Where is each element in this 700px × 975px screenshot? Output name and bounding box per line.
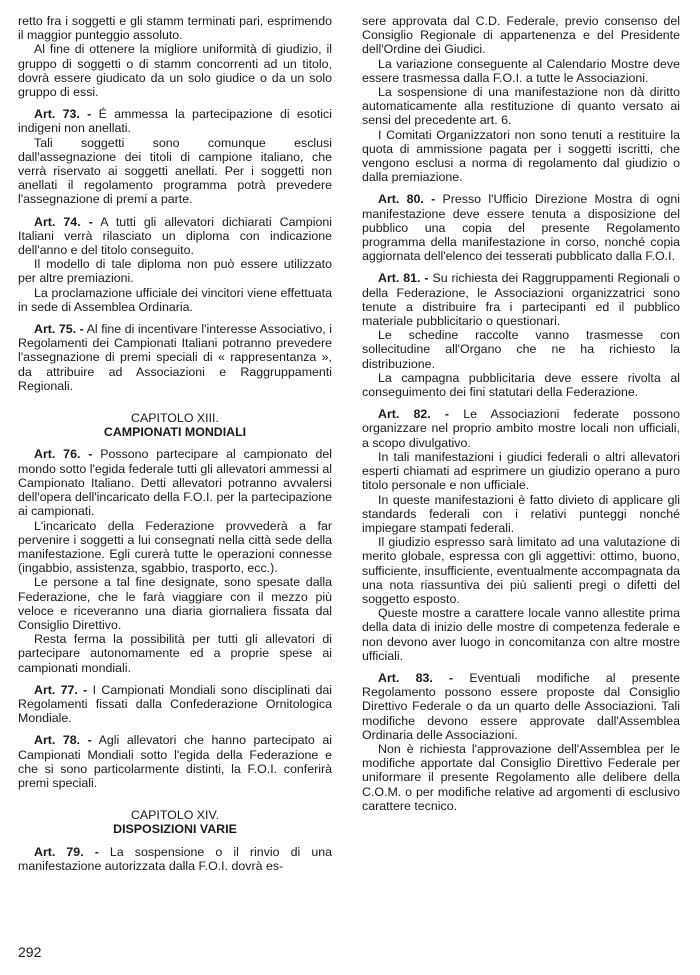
page-number: 292 [18,944,42,960]
article-label: Art. 76. - [34,447,93,462]
chapter-number: CAPITOLO XIV. [130,808,220,823]
chapter-title: DISPOSIZIONI VARIE [113,822,237,837]
article-label: Art. 78. - [34,733,92,748]
body-paragraph: Le persone a tal fine designate, sono spesate dalla Federazione, che le farà viaggiare con il mezzo più veloce e riceveranno una diaria giornaliera fissata dal Consiglio Direttivo. [18,575,332,632]
body-paragraph: Al fine di ottenere la migliore uniformità di giudizio, il gruppo di soggetti o di stamm concorrenti ad un titolo, dovrà essere giudicato da un solo giudice o da un solo gruppo di essi. [18,42,332,100]
article-paragraph [18,447,332,518]
article-text: Agli allevatori che hanno partecipato ai Campionati Mondiali sotto l'egida della Federazione e che si sono particolarmente distinti, la F.O.I. conferirà premi speciali. [18,733,332,790]
chapter-number: CAPITOLO XIII. [131,411,219,426]
article-text: Eventuali modifiche al presente Regolamento possono essere proposte dal Consiglio Direttivo Federale o da un quarto delle Associazioni. Tali modifiche devono essere approvate dall'Assemblea Ordinaria delle Associazioni. [362,670,680,742]
article-label: Art. 73. - [34,107,92,122]
article-paragraph [362,407,680,450]
body-paragraph: In tali manifestazioni i giudici federali o altri allevatori esperti chiamati ad esprimere un giudizio operano a puro titolo personale e non ufficiale. [362,449,680,493]
article-text: Presso l'Ufficio Direzione Mostra di ogni manifestazione deve essere tenuta a disposizione del pubblico una copia del presente Regolamento programma della manifestazione in corso, nonché copia aggiornata dell'elenco dei tesserati pubblicato dalla F.O.I. [362,192,680,264]
article-label: Art. 81. - [378,271,429,286]
article-paragraph [362,671,680,742]
article-text: É ammessa la partecipazione di esotici indigeni non anellati. [18,107,332,136]
article-paragraph [18,322,332,393]
article-text: La sospensione o il rinvio di una manifestazione autorizzata dalla F.O.I. dovrà es- [18,844,332,873]
article-paragraph [18,845,332,873]
body-paragraph: Non è richiesta l'approvazione dell'Assemblea per le modifiche apportate dal Consiglio Direttivo Federale per uniformare il presente Regolamento alle delibere della C.O.M. o per modifiche relative ad argomenti di esclusivo carattere tecnico. [362,741,680,813]
article-label: Art. 77. - [34,682,88,697]
chapter-heading [18,411,332,439]
body-paragraph: Tali soggetti sono comunque esclusi dall'assegnazione dei titoli di campione italiano, che verrà riservato ai soggetti anellati. Per i soggetti non anellati il regolamento programma potrà prevedere l'assegnazione di premi a parte. [18,135,332,207]
article-text: A tutti gli allevatori dichiarati Campioni Italiani verrà rilasciato un diploma con indicazione dell'anno e del titolo conseguito. [18,214,332,258]
body-paragraph: Il modello di tale diploma non può essere utilizzato per altre premiazioni. [18,257,332,286]
article-label: Art. 83. - [378,670,454,685]
article-text: Possono partecipare al campionato del mondo sotto l'egida federale tutti gli allevatori ammessi al Campionato Italiano. Detti allevatori potranno avvalersi dell'opera dell'incaricato della F.O.I. per la partecipazione ai campionati. [18,447,332,519]
right-column [362,14,680,813]
article-paragraph [362,192,680,263]
body-paragraph: L'incaricato della Federazione provvederà a far pervenire i soggetti a lui consegnati nella città sede della manifestazione. Egli curerà tutte le operazioni connesse (ingabbio, assistenza, sgabbio, trasporto, ecc.). [18,518,332,576]
article-label: Art. 82. - [378,407,450,422]
body-paragraph: La campagna pubblicitaria deve essere rivolta al conseguimento dei fini statutari della Federazione. [362,370,680,400]
body-paragraph: sere approvata dal C.D. Federale, previo consenso del Consiglio Regionale di appartenenza e del Presidente dell'Ordine dei Giudici. [362,14,680,57]
article-label: Art. 80. - [378,192,436,207]
body-paragraph: La variazione conseguente al Calendario Mostre deve essere trasmessa dalla F.O.I. a tutte le Associazioni. [362,56,680,85]
article-paragraph [18,107,332,135]
article-label: Art. 79. - [34,844,99,859]
body-paragraph: Resta ferma la possibilità per tutti gli allevatori di partecipare autonomamente ed a proprie spese ai campionati mondiali. [18,632,332,675]
article-paragraph [18,215,332,258]
article-paragraph [18,683,332,726]
article-label: Art. 75. - [34,322,84,337]
body-paragraph: retto fra i soggetti e gli stamm terminati pari, esprimendo il maggior punteggio assoluto. [18,14,332,43]
body-paragraph: Il giudizio espresso sarà limitato ad una valutazione di merito globale, espressa con gli aggettivi: ottimo, buono, sufficiente, insufficiente, eventualmente accompagnata da una nota riassuntiva dei più salienti pregi o difetti del soggetto esposto. [362,535,680,606]
body-paragraph: In queste manifestazioni è fatto divieto di applicare gli standards federali con i relativi punteggi nonché impiegare stampati federali. [362,492,680,535]
body-paragraph: La sospensione di una manifestazione non dà diritto automaticamente alla restituzione di quanto versato ai sensi del precedente art. 6. [362,85,680,128]
body-paragraph: Le schedine raccolte vanno trasmesse con sollecitudine all'Organo che ne ha richiesto la distribuzione. [362,328,680,371]
chapter-title: CAMPIONATI MONDIALI [103,425,247,440]
article-label: Art. 74. - [34,214,93,229]
article-text: Su richiesta dei Raggruppamenti Regionali o della Federazione, le Associazioni organizzatrici sono tenute a distribuire fra i partecipanti ed il pubblico materiale pubblicitario o questionari. [362,271,681,329]
body-paragraph: La proclamazione ufficiale dei vincitori viene effettuata in sede di Assemblea Ordinaria. [18,285,332,314]
article-paragraph [362,271,680,328]
body-paragraph: I Comitati Organizzatori non sono tenuti a restituire la quota di ammissione pagata per i soggetti iscritti, che vengono esclusi a norma di regolamento dal giudizio o dalla premiazione. [362,127,680,185]
chapter-heading [18,808,332,836]
article-text: I Campionati Mondiali sono disciplinati dai Regolamenti fissati dalla Confederazione Ornitologica Mondiale. [18,682,332,726]
left-column [18,14,332,873]
article-text: Le Associazioni federate possono organizzare nel proprio ambito mostre locali non ufficiali, a scopo divulgativo. [362,407,680,450]
body-paragraph: Queste mostre a carattere locale vanno allestite prima della data di inizio delle mostre di competenza federale e non devono aver luogo in concomitanza con altre mostre ufficiali. [362,606,680,663]
article-text: Al fine di incentivare l'interesse Associativo, i Regolamenti dei Campionati Italiani potranno prevedere l'assegnazione di premi speciali di « rappresentanza », da attribuire ad Associazioni e Raggruppamenti Regionali. [18,322,333,393]
article-paragraph [18,733,332,790]
